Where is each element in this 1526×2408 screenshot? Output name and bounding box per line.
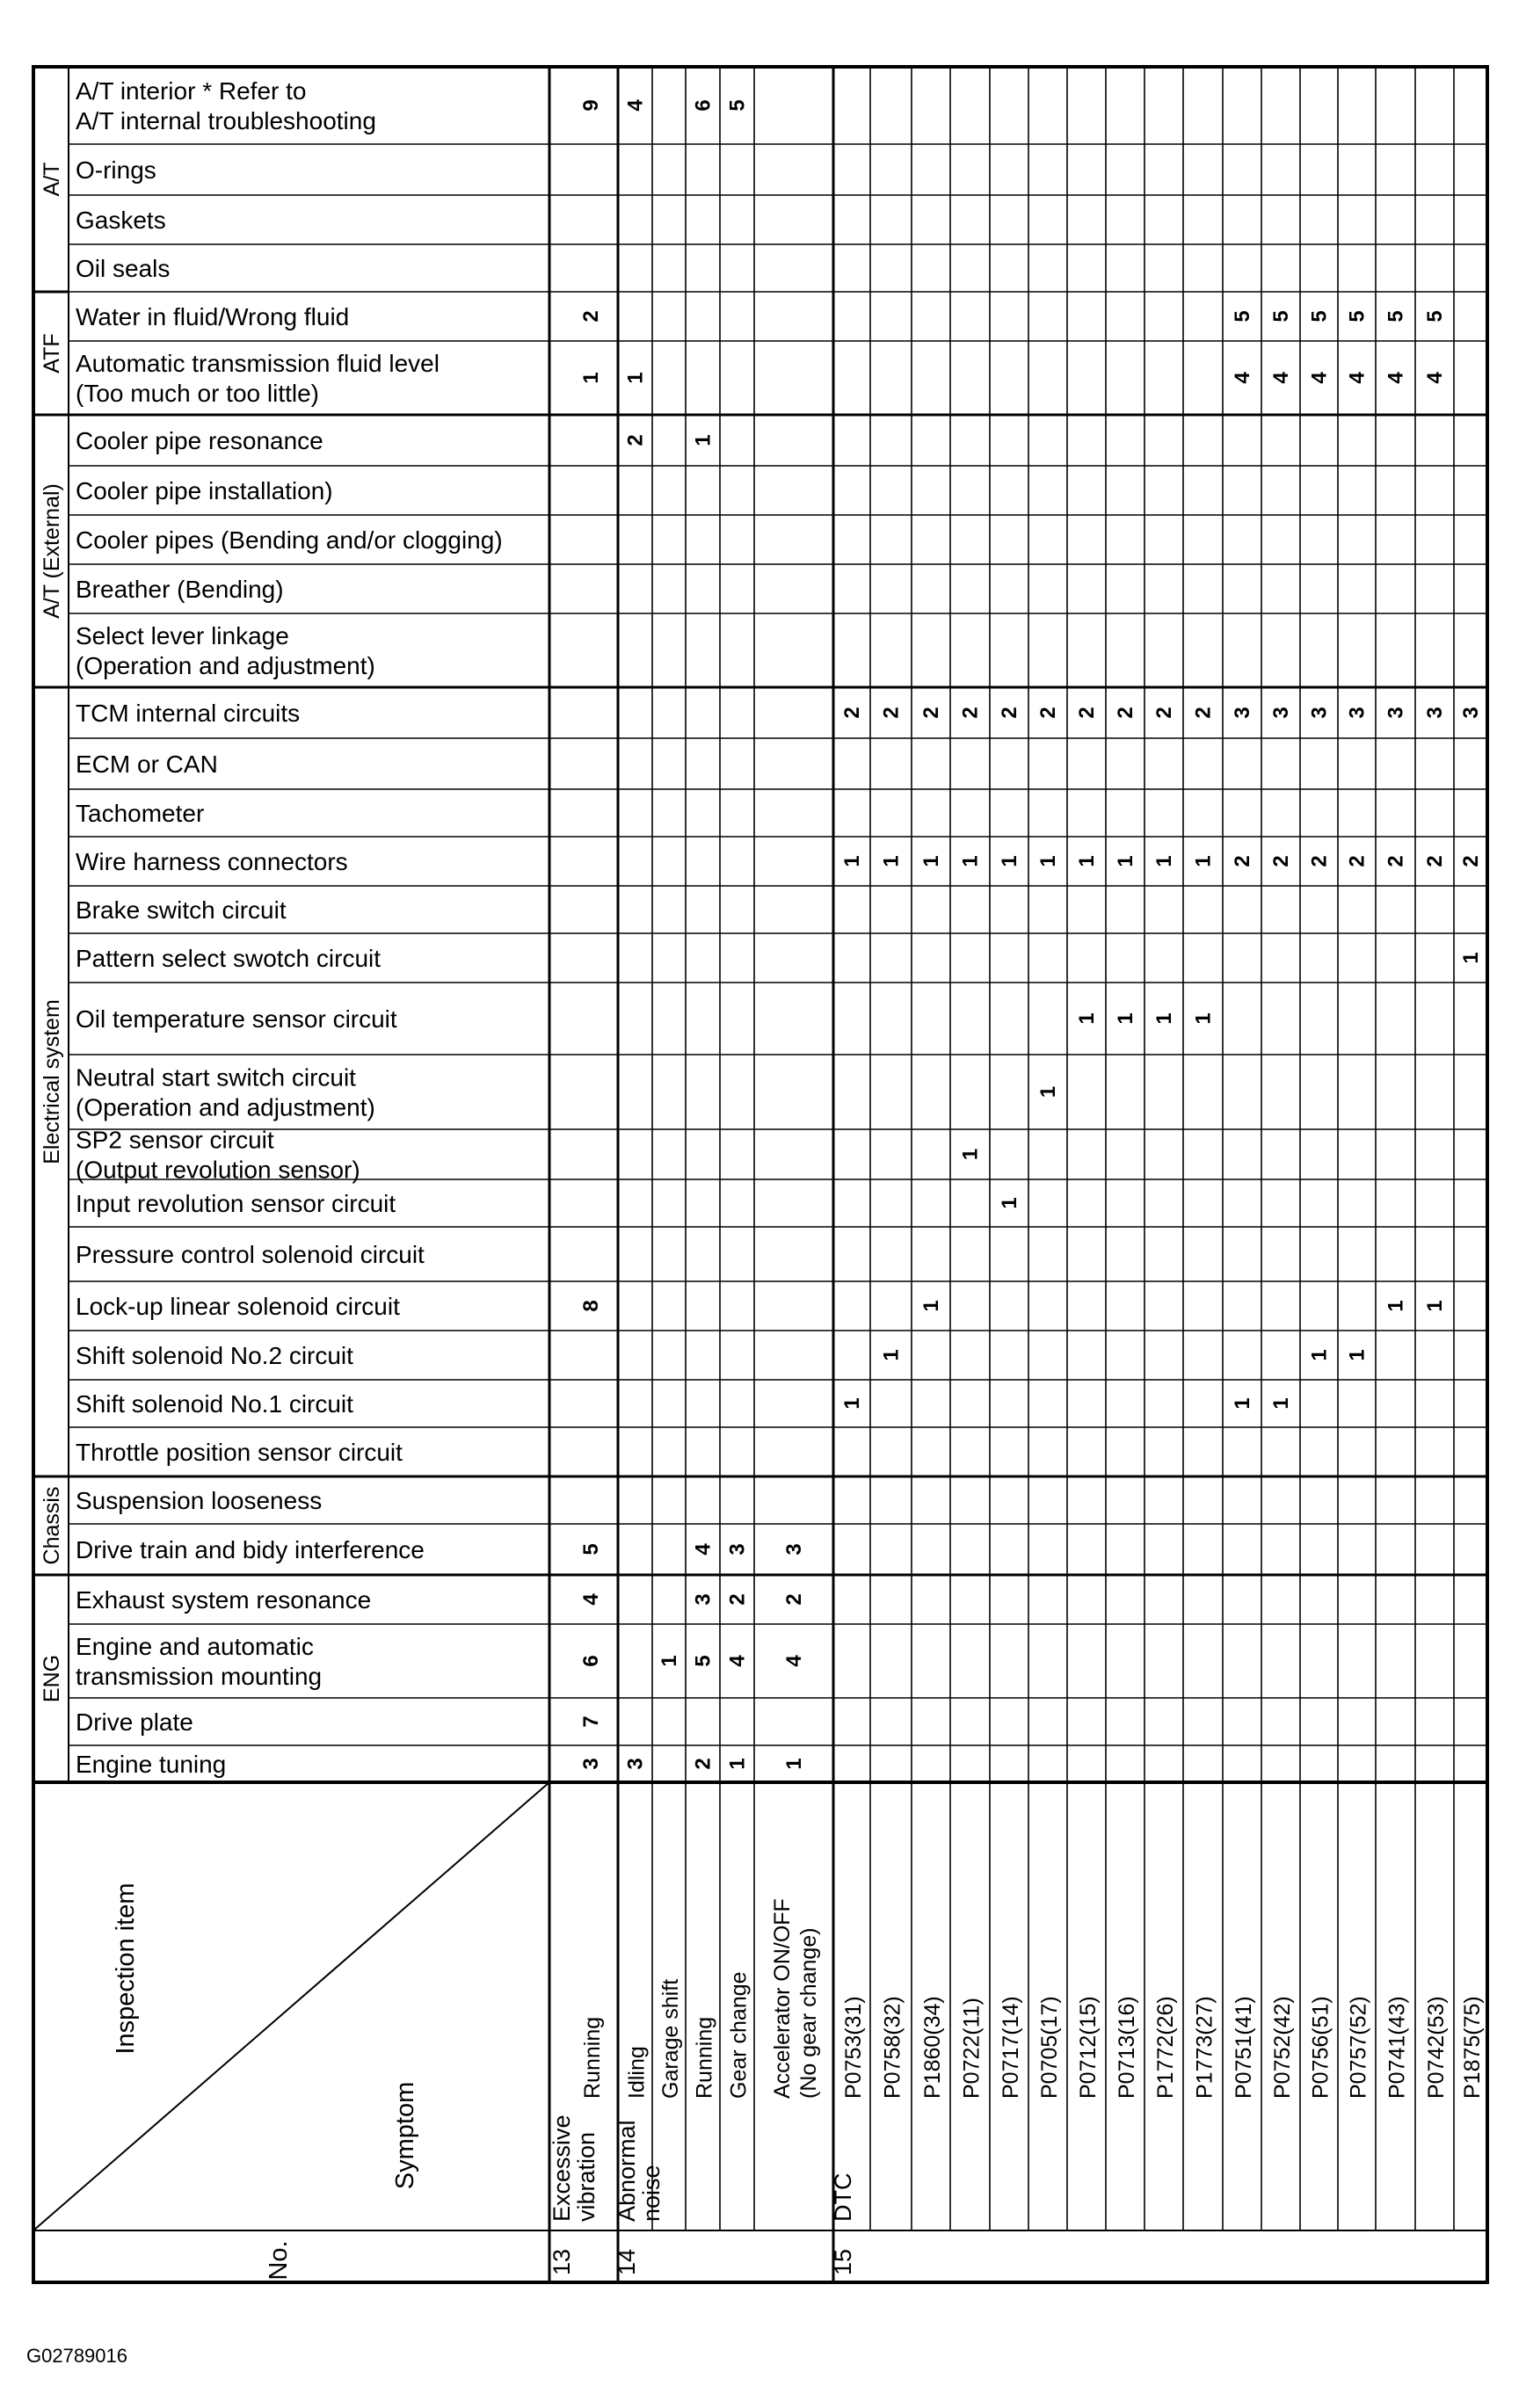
- symptom-column-label: (No gear change): [796, 1927, 821, 2099]
- symptom-column-label: Idling: [624, 2046, 650, 2099]
- cell-value: 3: [1384, 707, 1408, 719]
- cell-value: 1: [840, 855, 864, 867]
- inspection-item-text: Throttle position sensor circuit: [76, 1439, 403, 1466]
- cell-value: 5: [1345, 310, 1370, 323]
- cell-value: 2: [1345, 855, 1370, 867]
- cell-value: 5: [1269, 310, 1293, 323]
- category-label: ATF: [40, 333, 64, 374]
- cell-value: 1: [1075, 1012, 1099, 1025]
- cell-value: 2: [691, 1758, 716, 1770]
- inspection-item-text: Engine tuning: [76, 1751, 227, 1778]
- cell-value: 2: [840, 707, 864, 719]
- symptom-group-name: DTC: [830, 2172, 856, 2222]
- cell-value: 5: [1423, 310, 1447, 323]
- cell-value: 1: [1345, 1349, 1370, 1361]
- symptom-column-label: P0717(14): [999, 1996, 1023, 2099]
- cell-value: 3: [691, 1593, 716, 1606]
- inspection-item-text: ECM or CAN: [76, 751, 218, 778]
- cell-value: 1: [1036, 1085, 1060, 1099]
- cell-value: 1: [623, 372, 648, 384]
- inspection-item-text: Gaskets: [76, 207, 166, 234]
- inspection-item-text: Tachometer: [76, 800, 205, 827]
- cell-value: 1: [579, 372, 603, 384]
- cell-value: 3: [1459, 707, 1483, 719]
- inspection-item-text: (Too much or too little): [76, 380, 319, 407]
- symptom-group-name: Excessive: [549, 2114, 575, 2222]
- cell-value: 1: [840, 1397, 864, 1410]
- cell-value: 2: [1075, 707, 1099, 719]
- no-label: No.: [265, 2240, 293, 2281]
- cell-value: 2: [1307, 855, 1332, 867]
- inspection-item-text: A/T interior * Refer to: [76, 77, 307, 105]
- cell-value: 5: [1231, 310, 1254, 323]
- symptom-column-label: Accelerator ON/OFF: [770, 1898, 795, 2099]
- cell-value: 3: [725, 1543, 750, 1556]
- symptom-column-label: P0705(17): [1037, 1996, 1062, 2099]
- cell-value: 3: [579, 1758, 603, 1770]
- cell-value: 1: [725, 1758, 750, 1770]
- symptom-column-label: P0757(52): [1346, 1996, 1371, 2099]
- cell-value: 3: [1423, 707, 1447, 719]
- cell-value: 1: [1191, 855, 1216, 867]
- inspection-item-text: Select lever linkage: [76, 622, 289, 649]
- cell-value: 8: [579, 1300, 603, 1312]
- inspection-item-text: Suspension looseness: [76, 1487, 323, 1514]
- symptom-group-number: 15: [830, 2248, 856, 2275]
- symptom-column-label: P0742(53): [1424, 1996, 1449, 2099]
- cell-value: 4: [1423, 372, 1447, 384]
- inspection-item-text: Drive plate: [76, 1708, 193, 1736]
- symptom-column-label: Running: [580, 2016, 605, 2099]
- cell-value: 3: [1269, 707, 1293, 719]
- cell-value: 9: [579, 99, 603, 112]
- symptom-group-name: noise: [638, 2165, 665, 2222]
- cell-value: 4: [725, 1655, 750, 1667]
- cell-value: 3: [623, 1758, 648, 1770]
- inspection-item-text: Pressure control solenoid circuit: [76, 1241, 425, 1268]
- cell-value: 6: [691, 99, 716, 112]
- cell-value: 7: [579, 1715, 603, 1728]
- inspection-item-text: (Operation and adjustment): [76, 1093, 375, 1121]
- symptom-column-label: P0758(32): [880, 1996, 905, 2099]
- cell-value: 2: [879, 707, 904, 719]
- cell-value: 1: [879, 1349, 904, 1361]
- symptom-column-label: P1772(26): [1153, 1996, 1178, 2099]
- cell-value: 1: [958, 855, 983, 867]
- inspection-item-label: Inspection item: [112, 1882, 140, 2055]
- cell-value: 4: [579, 1593, 603, 1606]
- inspection-item-text: Oil temperature sensor circuit: [76, 1005, 397, 1033]
- symptom-column-label: P1875(75): [1460, 1996, 1485, 2099]
- symptom-column-label: P0751(41): [1232, 1996, 1256, 2099]
- symptom-column-label: P1860(34): [920, 1996, 945, 2099]
- cell-value: 2: [1191, 707, 1216, 719]
- inspection-item-text: Shift solenoid No.1 circuit: [76, 1390, 353, 1418]
- cell-value: 1: [1114, 1012, 1137, 1025]
- inspection-item-text: Brake switch circuit: [76, 896, 287, 924]
- cell-value: 2: [1269, 855, 1293, 867]
- symptom-group-number: 13: [549, 2248, 575, 2275]
- symptom-column-label: P0753(31): [841, 1996, 866, 2099]
- cell-value: 1: [1152, 855, 1176, 867]
- category-label: Chassis: [40, 1486, 64, 1565]
- inspection-item-text: (Output revolution sensor): [76, 1156, 360, 1184]
- cell-value: 6: [579, 1655, 603, 1667]
- inspection-item-text: A/T internal troubleshooting: [76, 107, 376, 134]
- cell-value: 2: [1152, 707, 1176, 719]
- symptom-column-label: P0741(43): [1384, 1996, 1410, 2099]
- cell-value: 2: [1423, 855, 1447, 867]
- inspection-item-text: Cooler pipe installation): [76, 477, 333, 504]
- inspection-item-text: Neutral start switch circuit: [76, 1063, 356, 1092]
- cell-value: 1: [998, 1197, 1021, 1209]
- cell-value: 1: [1269, 1397, 1293, 1410]
- cell-value: 5: [1307, 310, 1332, 323]
- inspection-item-text: Automatic transmission fluid level: [76, 350, 440, 377]
- cell-value: 5: [691, 1655, 716, 1667]
- cell-value: 1: [879, 855, 904, 867]
- inspection-item-text: Water in fluid/Wrong fluid: [76, 303, 350, 330]
- inspection-item-text: Breather (Bending): [76, 576, 284, 603]
- symptom-column-label: Gear change: [726, 1971, 752, 2099]
- symptom-group-number: 14: [614, 2248, 640, 2275]
- inspection-item-text: Exhaust system resonance: [76, 1586, 372, 1614]
- inspection-item-text: Lock-up linear solenoid circuit: [76, 1293, 400, 1320]
- symptom-column-label: P1773(27): [1192, 1996, 1217, 2099]
- inspection-item-text: Shift solenoid No.2 circuit: [76, 1342, 353, 1369]
- cell-value: 2: [958, 707, 983, 719]
- cell-value: 1: [658, 1655, 681, 1667]
- cell-value: 3: [782, 1543, 806, 1556]
- cell-value: 3: [1307, 707, 1332, 719]
- symptom-group-name: Abnormal: [614, 2120, 640, 2222]
- symptom-column-label: Garage shift: [658, 1978, 683, 2099]
- cell-value: 1: [1114, 855, 1137, 867]
- cell-value: 1: [919, 855, 943, 867]
- inspection-item-text: Engine and automatic: [76, 1633, 314, 1660]
- cell-value: 1: [691, 434, 716, 446]
- cell-value: 4: [1231, 372, 1254, 384]
- cell-value: 3: [1231, 707, 1254, 719]
- inspection-item-text: Drive train and bidy interference: [76, 1536, 425, 1563]
- cell-value: 2: [782, 1593, 806, 1606]
- cell-value: 1: [1191, 1012, 1216, 1025]
- symptom-column-label: P0713(16): [1115, 1996, 1139, 2099]
- figure-caption: G02789016: [26, 2345, 127, 2367]
- cell-value: 4: [691, 1543, 716, 1556]
- cell-value: 3: [1345, 707, 1370, 719]
- cell-value: 2: [998, 707, 1021, 719]
- cell-value: 5: [725, 99, 750, 112]
- cell-value: 1: [919, 1300, 943, 1312]
- symptom-column-label: P0722(11): [959, 1998, 985, 2099]
- cell-value: 5: [579, 1543, 603, 1556]
- cell-value: 1: [1307, 1349, 1332, 1361]
- cell-value: 2: [725, 1593, 750, 1606]
- category-label: ENG: [40, 1654, 64, 1703]
- symptom-group-name: vibration: [573, 2131, 600, 2222]
- symptom-column-label: P0752(42): [1270, 1996, 1295, 2099]
- cell-value: 2: [1036, 707, 1060, 719]
- inspection-item-text: SP2 sensor circuit: [76, 1126, 274, 1154]
- inspection-item-text: Pattern select swotch circuit: [76, 945, 382, 972]
- symptom-column-label: P0712(15): [1076, 1996, 1101, 2099]
- cell-value: 2: [919, 707, 943, 719]
- inspection-item-text: transmission mounting: [76, 1663, 323, 1690]
- inspection-item-text: TCM internal circuits: [76, 700, 301, 727]
- category-label: A/T (External): [40, 483, 64, 619]
- cell-value: 1: [1384, 1300, 1408, 1312]
- symptom-column-label: Running: [692, 2016, 717, 2099]
- inspection-item-text: Wire harness connectors: [76, 848, 348, 875]
- cell-value: 5: [1384, 310, 1408, 323]
- cell-value: 2: [1231, 855, 1254, 867]
- cell-value: 1: [1152, 1012, 1176, 1025]
- inspection-item-text: Input revolution sensor circuit: [76, 1190, 396, 1217]
- cell-value: 4: [1307, 372, 1332, 384]
- symptom-label: Symptom: [391, 2081, 419, 2190]
- cell-value: 2: [1459, 855, 1483, 867]
- cell-value: 1: [958, 1148, 983, 1161]
- cell-value: 2: [579, 310, 603, 323]
- inspection-item-text: (Operation and adjustment): [76, 652, 375, 679]
- cell-value: 2: [1384, 855, 1408, 867]
- cell-value: 1: [998, 855, 1021, 867]
- cell-value: 4: [1384, 372, 1408, 384]
- inspection-item-text: Cooler pipes (Bending and/or clogging): [76, 526, 503, 554]
- inspection-item-text: O-rings: [76, 156, 156, 184]
- cell-value: 1: [1036, 855, 1060, 867]
- symptom-column-label: P0756(51): [1308, 1996, 1333, 2099]
- category-label: Electrical system: [40, 999, 64, 1164]
- cell-value: 4: [623, 99, 648, 112]
- cell-value: 1: [782, 1758, 806, 1770]
- cell-value: 1: [1459, 952, 1483, 964]
- cell-value: 4: [782, 1655, 806, 1667]
- cell-value: 1: [1231, 1397, 1254, 1410]
- cell-value: 1: [1075, 855, 1099, 867]
- cell-value: 2: [623, 434, 648, 446]
- inspection-item-text: Oil seals: [76, 255, 171, 282]
- inspection-item-text: Cooler pipe resonance: [76, 427, 323, 454]
- category-label: A/T: [40, 162, 64, 197]
- cell-value: 2: [1114, 707, 1137, 719]
- cell-value: 1: [1423, 1300, 1447, 1312]
- cell-value: 4: [1345, 372, 1370, 384]
- cell-value: 4: [1269, 372, 1293, 384]
